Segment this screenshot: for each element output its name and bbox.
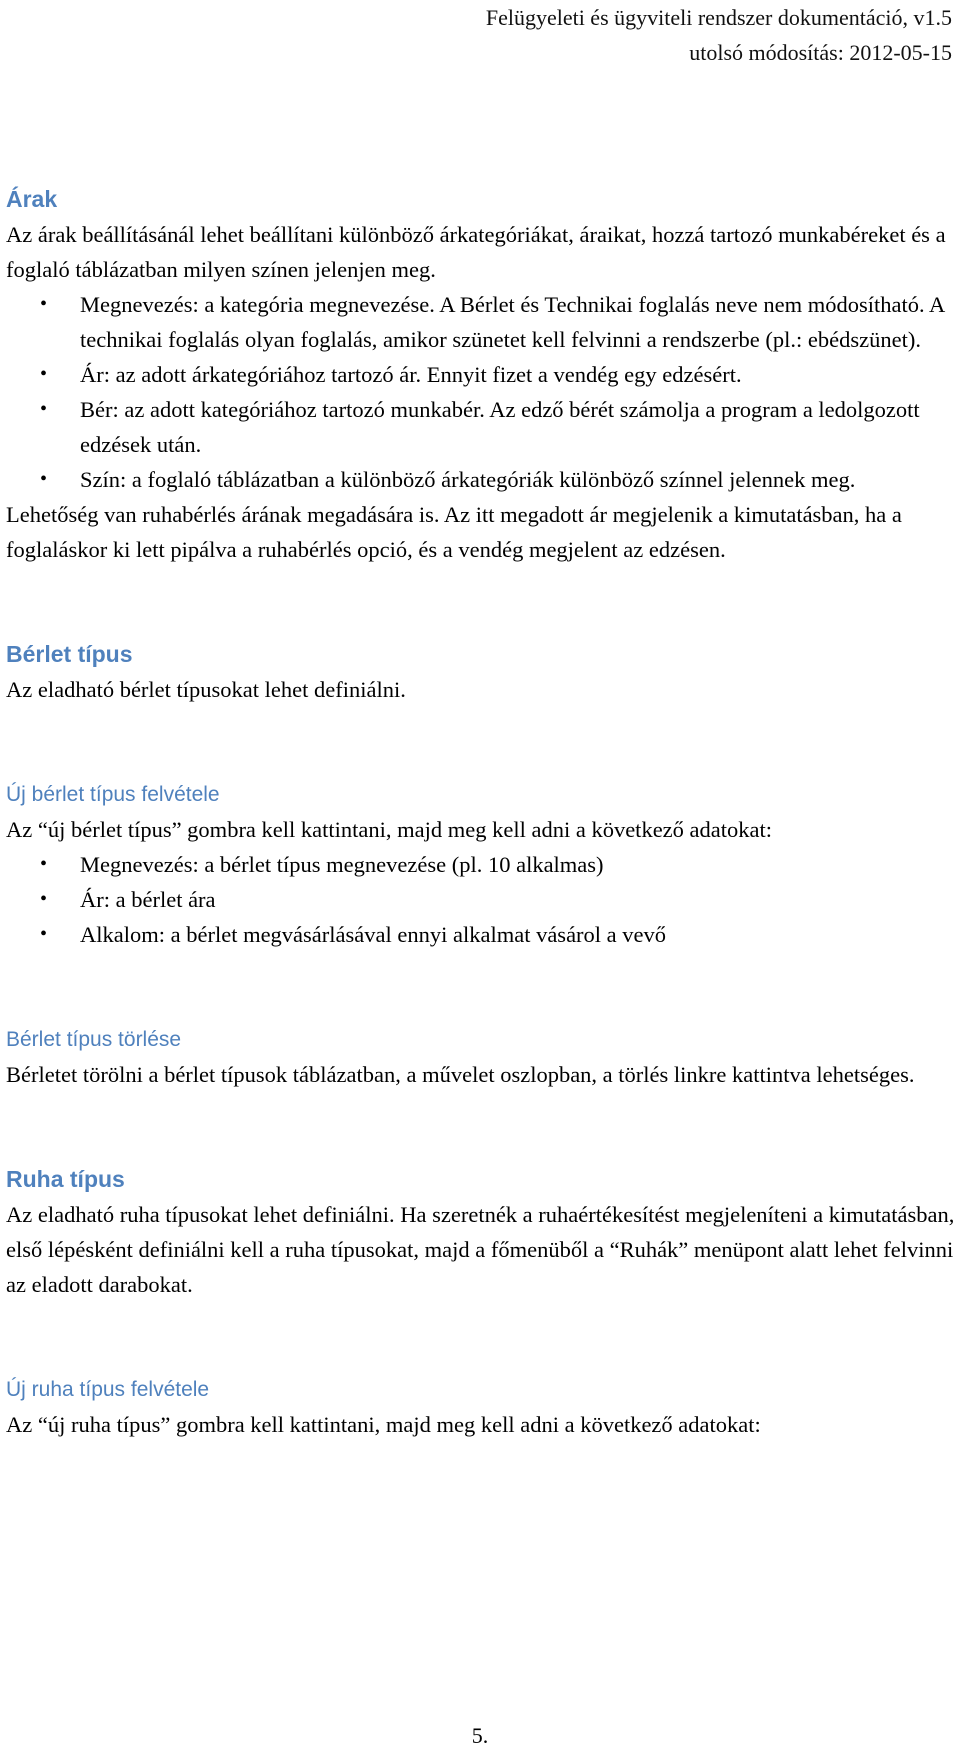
bullet-icon: •	[40, 398, 48, 420]
list-item: • Ár: a bérlet ára	[6, 882, 956, 917]
arak-outro: Lehetőség van ruhabérlés árának megadására is. Az itt megadott ár megjelenik a kimutatásban, ha a foglaláskor ki lett pipálva a ruhabérlés opció, és a vendég megjelent az edzésen.	[6, 502, 902, 562]
bullet-icon: •	[40, 468, 48, 490]
berlet-torles-text: Bérletet törölni a bérlet típusok táblázatban, a művelet oszlopban, a törlés linkre kattintva lehetséges.	[6, 1062, 915, 1087]
list-item: • Szín: a foglaló táblázatban a különböző árkategóriák különböző színnel jelennek meg.	[6, 462, 956, 497]
bullet-icon: •	[40, 853, 48, 875]
list-item: • Megnevezés: a kategória megnevezése. A Bérlet és Technikai foglalás neve nem módosítható. A technikai foglalás olyan foglalás, amikor szünetet kell felvinni a rendszerbe (pl.: ebédszünet).	[6, 287, 956, 357]
heading-uj-ruha: Új ruha típus felvétele	[6, 1378, 210, 1401]
header-modified-date: utolsó módosítás: 2012-05-15	[689, 40, 952, 65]
heading-berlet-torles: Bérlet típus törlése	[6, 1028, 182, 1051]
page-number: 5.	[471, 1723, 489, 1748]
uj-berlet-text: Az “új bérlet típus” gombra kell kattintani, majd meg kell adni a következő adatokat:	[6, 817, 772, 842]
document-body	[6, 182, 956, 1442]
list-item: • Ár: az adott árkategóriához tartozó ár. Ennyit fizet a vendég egy edzésért.	[6, 357, 956, 392]
heading-berlet-tipus: Bérlet típus	[6, 641, 133, 667]
bullet-icon: •	[40, 888, 48, 910]
uj-ruha-text: Az “új ruha típus” gombra kell kattintani, majd meg kell adni a következő adatokat:	[6, 1412, 761, 1437]
bullet-icon: •	[40, 923, 48, 945]
ruha-tipus-text: Az eladható ruha típusokat lehet definiálni. Ha szeretnék a ruhaértékesítést megjeleníteni a kimutatásban, első lépésként definiálni kell a ruha típusokat, majd a főmenüből a “Ruhák” menüpont alatt lehet felvinni az eladott darabokat.	[6, 1202, 955, 1297]
header-title: Felügyeleti és ügyviteli rendszer dokumentáció, v1.5	[485, 5, 952, 30]
page-header	[486, 0, 952, 70]
heading-uj-berlet: Új bérlet típus felvétele	[6, 783, 220, 806]
arak-intro: Az árak beállításánál lehet beállítani különböző árkategóriákat, áraikat, hozzá tartozó munkabéreket és a foglaló táblázatban milyen színen jelenjen meg.	[6, 222, 946, 282]
bullet-icon: •	[40, 363, 48, 385]
heading-ruha-tipus: Ruha típus	[6, 1166, 125, 1192]
uj-berlet-list	[6, 847, 956, 952]
arak-list	[6, 287, 956, 497]
list-item: • Megnevezés: a bérlet típus megnevezése (pl. 10 alkalmas)	[6, 847, 956, 882]
list-item: • Alkalom: a bérlet megvásárlásával ennyi alkalmat vásárol a vevő	[6, 917, 956, 952]
bullet-icon: •	[40, 293, 48, 315]
list-item: • Bér: az adott kategóriához tartozó munkabér. Az edző bérét számolja a program a ledolgozott edzések után.	[6, 392, 956, 462]
berlet-tipus-text: Az eladható bérlet típusokat lehet definiálni.	[6, 677, 406, 702]
heading-arak: Árak	[6, 186, 58, 212]
